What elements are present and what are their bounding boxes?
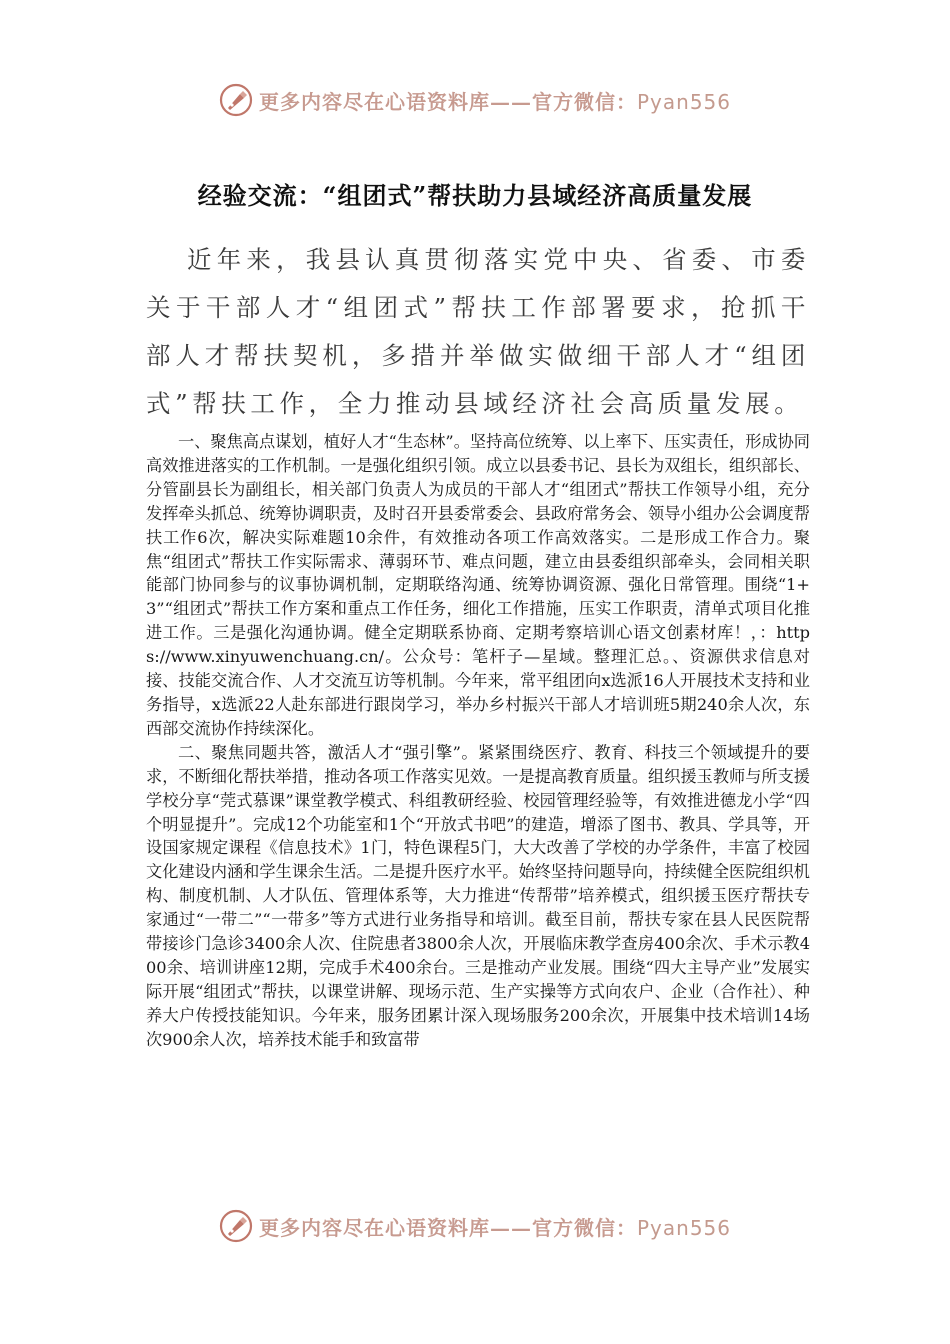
watermark-brand-text: 更多内容尽在心语资料库——官方微信： xyxy=(258,1215,637,1240)
body-paragraph-2: 二、聚焦同题共答，激活人才“强引擎”。紧紧围绕医疗、教育、科技三个领域提升的要求，不断细化帮扶举措，推动各项工作落实见效。一是提高教育质量。组织援玉教师与所支援学校分享“莞式慕课”课堂教学模式、科组教研经验、校园管理经验等，有效推进德龙小学“四个明显提升”。完成12个功能室和1个“开放式书吧”的建造，增添了图书、教具、学具等，开设国家规定课程《信息技术》1门，特色课程5门，大大改善了学校的办学条件，丰富了校园文化建设内涵和学生课余生活。二是提升医疗水平。始终坚持问题导向，持续健全医院组织机构、制度机制、人才队伍、管理体系等，大力推进“传帮带”培养模式，组织援玉医疗帮扶专家通过“一带二”“一带多”等方式进行业务指导和培训。截至目前，帮扶专家在县人民医院帮带接诊门急诊3400余人次、住院患者3800余人次，开展临床教学查房400余次、手术示教400余、培训讲座12期，完成手术400余台。三是推动产业发展。围绕“四大主导产业”发展实际开展“组团式”帮扶，以课堂讲解、现场示范、生产实操等方式向农户、企业（合作社）、种养大户传授技能知识。今年来，服务团累计深入现场服务200余次，开展集中技术培训14场次900余人次，培养技术能手和致富带 xyxy=(146,742,810,1049)
watermark-brand-text: 更多内容尽在心语资料库——官方微信： xyxy=(258,89,637,114)
header-watermark-banner xyxy=(0,80,950,120)
document-title: 经验交流：“组团式”帮扶助力县域经济高质量发展 xyxy=(197,181,753,210)
intro-paragraph: 近年来，我县认真贯彻落实党中央、省委、市委关于干部人才“组团式”帮扶工作部署要求，抢抓干部人才帮扶契机，多措并举做实做细干部人才“组团式”帮扶工作，全力推动县域经济社会高质量发展。 xyxy=(146,245,810,418)
pen-nib-logo-icon xyxy=(219,1209,253,1243)
footer-watermark-banner xyxy=(0,1206,950,1246)
watermark-text xyxy=(259,86,731,115)
watermark-text xyxy=(259,1212,731,1241)
watermark-wechat-id: Pyan556 xyxy=(636,89,731,114)
document-body xyxy=(146,430,810,1052)
pen-nib-logo-icon xyxy=(219,83,253,117)
watermark-wechat-id: Pyan556 xyxy=(636,1215,731,1240)
body-paragraph-1: 一、聚焦高点谋划，植好人才“生态林”。坚持高位统筹、以上率下、压实责任，形成协同高效推进落实的工作机制。一是强化组织引领。成立以县委书记、县长为双组长，组织部长、分管副县长为副组长，相关部门负责人为成员的干部人才“组团式”帮扶工作领导小组，充分发挥牵头抓总、统筹协调职责，及时召开县委常委会、县政府常务会、领导小组办公会调度帮扶工作6次，解决实际难题10余件，有效推动各项工作高效落实。二是形成工作合力。聚焦“组团式”帮扶工作实际需求、薄弱环节、难点问题，建立由县委组织部牵头，会同相关职能部门协同参与的议事协调机制，定期联络沟通、统筹协调资源、强化日常管理。围绕“1+3”“组团式”帮扶工作方案和重点工作任务，细化工作措施，压实工作职责，清单式项目化推进工作。三是强化沟通协调。健全定期联系协商、定期考察培训心语文创素材库！，：https://www.xinyuwenchuang.cn/。公众号：笔杆子—星域。整理汇总。、资源供求信息对接、技能交流合作、人才交流互访等机制。今年来，常平组团向x选派16人开展技术支持和业务指导，x选派22人赴东部进行跟岗学习，举办乡村振兴干部人才培训班5期240余人次，东西部交流协作持续深化。 xyxy=(146,432,810,738)
